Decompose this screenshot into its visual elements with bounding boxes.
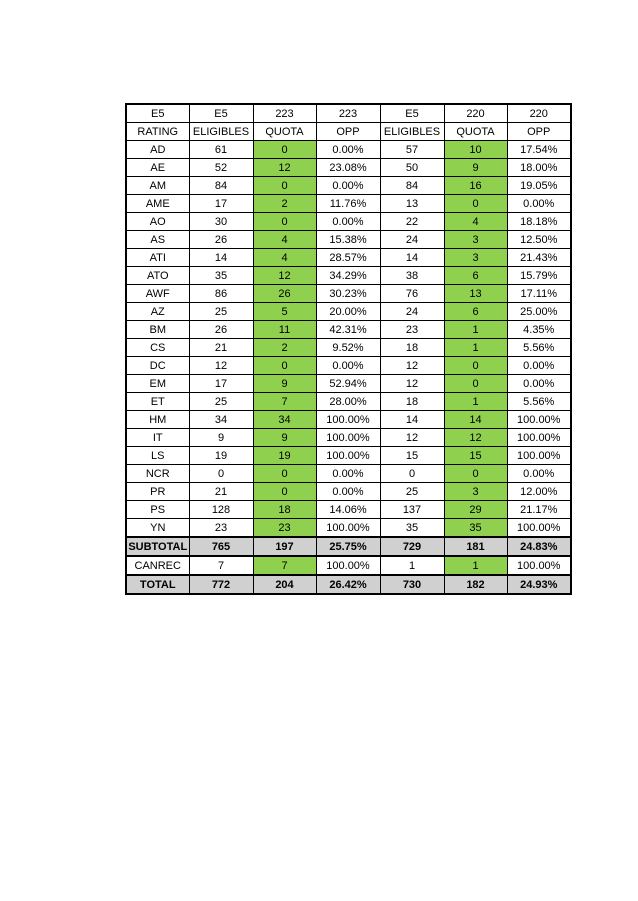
- table-row-quota-220-cell: 13: [444, 285, 507, 303]
- table-row-eligibles-220-cell: 14: [380, 249, 444, 267]
- table-row-quota-223-cell: 19: [253, 447, 316, 465]
- header-row-2-eligibles-223-cell: ELIGIBLES: [189, 123, 253, 141]
- table-row: [126, 375, 571, 393]
- table-row-quota-220-cell: 6: [444, 303, 507, 321]
- table-row: [126, 177, 571, 195]
- total-row: [126, 575, 571, 594]
- table-row-quota-220-cell: 3: [444, 483, 507, 501]
- table-row: [126, 231, 571, 249]
- subtotal-row-quota-220-cell: 181: [444, 537, 507, 556]
- table-row-eligibles-220-cell: 14: [380, 411, 444, 429]
- table-row-quota-220-cell: 15: [444, 447, 507, 465]
- table-row-rating-cell: BM: [126, 321, 189, 339]
- table-row-opp-220-cell: 0.00%: [507, 357, 571, 375]
- table-row-rating-cell: AD: [126, 141, 189, 159]
- header-row-1-quota-220-cell: 220: [444, 104, 507, 123]
- subtotal-row-rating-cell: SUBTOTAL: [126, 537, 189, 556]
- table-row-eligibles-220-cell: 0: [380, 465, 444, 483]
- header-row-1-quota-223-cell: 223: [253, 104, 316, 123]
- table-row-eligibles-223-cell: 35: [189, 267, 253, 285]
- table-row-quota-223-cell: 11: [253, 321, 316, 339]
- table-row-quota-220-cell: 35: [444, 519, 507, 538]
- table-row-quota-223-cell: 23: [253, 519, 316, 538]
- table-row-quota-223-cell: 4: [253, 249, 316, 267]
- total-row-opp-223-cell: 26.42%: [316, 575, 380, 594]
- table-row-opp-223-cell: 0.00%: [316, 213, 380, 231]
- table-row-rating-cell: DC: [126, 357, 189, 375]
- table-row-opp-223-cell: 0.00%: [316, 141, 380, 159]
- header-row-2: [126, 123, 571, 141]
- table-row-opp-223-cell: 42.31%: [316, 321, 380, 339]
- table-row-opp-223-cell: 52.94%: [316, 375, 380, 393]
- table-row-quota-220-cell: 9: [444, 159, 507, 177]
- table-row-eligibles-220-cell: 13: [380, 195, 444, 213]
- table-row-opp-220-cell: 21.43%: [507, 249, 571, 267]
- table-row-eligibles-223-cell: 84: [189, 177, 253, 195]
- total-row-quota-220-cell: 182: [444, 575, 507, 594]
- table-row-eligibles-220-cell: 76: [380, 285, 444, 303]
- canrec-row-quota-223-cell: 7: [253, 556, 316, 575]
- table-row-rating-cell: AE: [126, 159, 189, 177]
- table-row-rating-cell: EM: [126, 375, 189, 393]
- table-row-quota-220-cell: 1: [444, 393, 507, 411]
- table-row-opp-220-cell: 100.00%: [507, 519, 571, 538]
- table-row-eligibles-220-cell: 12: [380, 375, 444, 393]
- table-row-opp-223-cell: 100.00%: [316, 447, 380, 465]
- canrec-row-opp-223-cell: 100.00%: [316, 556, 380, 575]
- table-row-rating-cell: ET: [126, 393, 189, 411]
- table-row-quota-220-cell: 16: [444, 177, 507, 195]
- subtotal-row-eligibles-223-cell: 765: [189, 537, 253, 556]
- table-row-quota-223-cell: 0: [253, 213, 316, 231]
- table-row: [126, 159, 571, 177]
- table-row-eligibles-223-cell: 26: [189, 321, 253, 339]
- table-row-opp-220-cell: 4.35%: [507, 321, 571, 339]
- table-row: [126, 357, 571, 375]
- table-row-rating-cell: NCR: [126, 465, 189, 483]
- table-row: [126, 339, 571, 357]
- table-row-opp-223-cell: 23.08%: [316, 159, 380, 177]
- table-row-rating-cell: AM: [126, 177, 189, 195]
- table-row-opp-220-cell: 5.56%: [507, 393, 571, 411]
- table-row: [126, 321, 571, 339]
- table-row-opp-223-cell: 34.29%: [316, 267, 380, 285]
- table-row-eligibles-223-cell: 9: [189, 429, 253, 447]
- table-row-quota-220-cell: 3: [444, 231, 507, 249]
- table-row-opp-220-cell: 15.79%: [507, 267, 571, 285]
- table-row-eligibles-223-cell: 30: [189, 213, 253, 231]
- table-row-opp-220-cell: 17.54%: [507, 141, 571, 159]
- quota-table: [125, 103, 572, 595]
- table-row-opp-220-cell: 0.00%: [507, 465, 571, 483]
- table-row-opp-223-cell: 28.00%: [316, 393, 380, 411]
- table-row-quota-220-cell: 0: [444, 375, 507, 393]
- table-row-eligibles-220-cell: 15: [380, 447, 444, 465]
- table-row-eligibles-220-cell: 24: [380, 303, 444, 321]
- table-row-eligibles-220-cell: 137: [380, 501, 444, 519]
- table-row-quota-223-cell: 12: [253, 267, 316, 285]
- table-row-quota-223-cell: 9: [253, 429, 316, 447]
- canrec-row-eligibles-223-cell: 7: [189, 556, 253, 575]
- table-row-quota-223-cell: 0: [253, 465, 316, 483]
- table-row-eligibles-223-cell: 128: [189, 501, 253, 519]
- table-row-eligibles-223-cell: 23: [189, 519, 253, 538]
- table-row-eligibles-223-cell: 34: [189, 411, 253, 429]
- table-row: [126, 267, 571, 285]
- table-row: [126, 303, 571, 321]
- header-row-2-quota-220-cell: QUOTA: [444, 123, 507, 141]
- table-row-opp-220-cell: 100.00%: [507, 429, 571, 447]
- table-row-rating-cell: IT: [126, 429, 189, 447]
- table-row-opp-223-cell: 0.00%: [316, 483, 380, 501]
- table-row-quota-220-cell: 14: [444, 411, 507, 429]
- table-row-eligibles-223-cell: 17: [189, 375, 253, 393]
- table-row-opp-220-cell: 100.00%: [507, 411, 571, 429]
- table-row-opp-223-cell: 0.00%: [316, 357, 380, 375]
- table-row-eligibles-220-cell: 12: [380, 357, 444, 375]
- table-row-quota-223-cell: 34: [253, 411, 316, 429]
- table-row-eligibles-220-cell: 25: [380, 483, 444, 501]
- table-row-opp-223-cell: 28.57%: [316, 249, 380, 267]
- table-row-opp-223-cell: 100.00%: [316, 429, 380, 447]
- table-row-opp-223-cell: 9.52%: [316, 339, 380, 357]
- table-row-opp-220-cell: 18.18%: [507, 213, 571, 231]
- table-row-eligibles-223-cell: 21: [189, 339, 253, 357]
- table-row-quota-223-cell: 4: [253, 231, 316, 249]
- table-row-quota-220-cell: 1: [444, 321, 507, 339]
- table-row-rating-cell: AO: [126, 213, 189, 231]
- table-row-opp-223-cell: 0.00%: [316, 465, 380, 483]
- table-row-quota-223-cell: 5: [253, 303, 316, 321]
- subtotal-row-opp-220-cell: 24.83%: [507, 537, 571, 556]
- table-row-eligibles-220-cell: 22: [380, 213, 444, 231]
- table-row-opp-223-cell: 14.06%: [316, 501, 380, 519]
- table-row-opp-223-cell: 0.00%: [316, 177, 380, 195]
- table-row-quota-220-cell: 29: [444, 501, 507, 519]
- table-row: [126, 465, 571, 483]
- table-row-eligibles-223-cell: 25: [189, 393, 253, 411]
- table-row-eligibles-223-cell: 26: [189, 231, 253, 249]
- table-row-quota-220-cell: 10: [444, 141, 507, 159]
- table-row: [126, 213, 571, 231]
- table-row-eligibles-220-cell: 18: [380, 339, 444, 357]
- table-row: [126, 519, 571, 538]
- table-row-opp-223-cell: 30.23%: [316, 285, 380, 303]
- table-row-eligibles-223-cell: 21: [189, 483, 253, 501]
- subtotal-row-opp-223-cell: 25.75%: [316, 537, 380, 556]
- table-row-quota-220-cell: 12: [444, 429, 507, 447]
- table-row-quota-220-cell: 0: [444, 195, 507, 213]
- table-row-eligibles-223-cell: 19: [189, 447, 253, 465]
- subtotal-row-eligibles-220-cell: 729: [380, 537, 444, 556]
- table-row: [126, 429, 571, 447]
- table-row: [126, 195, 571, 213]
- header-row-2-eligibles-220-cell: ELIGIBLES: [380, 123, 444, 141]
- table-row-quota-223-cell: 2: [253, 339, 316, 357]
- table-row-opp-220-cell: 21.17%: [507, 501, 571, 519]
- table-row-eligibles-223-cell: 86: [189, 285, 253, 303]
- table-row-rating-cell: AS: [126, 231, 189, 249]
- table-row-eligibles-220-cell: 24: [380, 231, 444, 249]
- table-row-quota-223-cell: 9: [253, 375, 316, 393]
- table-row-eligibles-223-cell: 0: [189, 465, 253, 483]
- table-row-rating-cell: CS: [126, 339, 189, 357]
- table-row-quota-220-cell: 0: [444, 465, 507, 483]
- table-row-opp-220-cell: 12.00%: [507, 483, 571, 501]
- table-row-eligibles-220-cell: 84: [380, 177, 444, 195]
- table-row-opp-220-cell: 0.00%: [507, 195, 571, 213]
- table-row-rating-cell: YN: [126, 519, 189, 538]
- table-row: [126, 483, 571, 501]
- table-row-eligibles-223-cell: 12: [189, 357, 253, 375]
- table-row-quota-223-cell: 0: [253, 141, 316, 159]
- header-row-1-eligibles-220-cell: E5: [380, 104, 444, 123]
- table-row-eligibles-220-cell: 50: [380, 159, 444, 177]
- table-row-quota-223-cell: 0: [253, 177, 316, 195]
- header-row-1-opp-223-cell: 223: [316, 104, 380, 123]
- table-row: [126, 501, 571, 519]
- table-row-opp-223-cell: 11.76%: [316, 195, 380, 213]
- table-row-eligibles-223-cell: 61: [189, 141, 253, 159]
- table-row-opp-223-cell: 20.00%: [316, 303, 380, 321]
- table-row-opp-220-cell: 12.50%: [507, 231, 571, 249]
- table-row-eligibles-220-cell: 38: [380, 267, 444, 285]
- table-row-eligibles-223-cell: 25: [189, 303, 253, 321]
- table-row-opp-220-cell: 0.00%: [507, 375, 571, 393]
- subtotal-row-quota-223-cell: 197: [253, 537, 316, 556]
- table-row-opp-223-cell: 15.38%: [316, 231, 380, 249]
- header-row-1-opp-220-cell: 220: [507, 104, 571, 123]
- header-row-2-rating-cell: RATING: [126, 123, 189, 141]
- table-row-quota-220-cell: 4: [444, 213, 507, 231]
- table-row-opp-223-cell: 100.00%: [316, 411, 380, 429]
- table-row-eligibles-220-cell: 35: [380, 519, 444, 538]
- table-row: [126, 447, 571, 465]
- table-row-rating-cell: AZ: [126, 303, 189, 321]
- table-row-eligibles-220-cell: 12: [380, 429, 444, 447]
- table-row-opp-220-cell: 25.00%: [507, 303, 571, 321]
- table-row-opp-223-cell: 100.00%: [316, 519, 380, 538]
- table-row-quota-223-cell: 7: [253, 393, 316, 411]
- table-row-eligibles-220-cell: 57: [380, 141, 444, 159]
- table-row-quota-223-cell: 18: [253, 501, 316, 519]
- total-row-rating-cell: TOTAL: [126, 575, 189, 594]
- table-row-eligibles-223-cell: 14: [189, 249, 253, 267]
- canrec-row-quota-220-cell: 1: [444, 556, 507, 575]
- header-row-2-opp-220-cell: OPP: [507, 123, 571, 141]
- header-row-1-eligibles-223-cell: E5: [189, 104, 253, 123]
- table-row-quota-220-cell: 6: [444, 267, 507, 285]
- total-row-eligibles-223-cell: 772: [189, 575, 253, 594]
- table-row-eligibles-220-cell: 18: [380, 393, 444, 411]
- table-row-eligibles-223-cell: 17: [189, 195, 253, 213]
- table-row: [126, 411, 571, 429]
- table-row-opp-220-cell: 18.00%: [507, 159, 571, 177]
- table-row-opp-220-cell: 19.05%: [507, 177, 571, 195]
- header-row-1: [126, 104, 571, 123]
- table-row: [126, 141, 571, 159]
- table-row-quota-220-cell: 0: [444, 357, 507, 375]
- table-row-rating-cell: AME: [126, 195, 189, 213]
- table-row-quota-220-cell: 1: [444, 339, 507, 357]
- header-row-1-rating-cell: E5: [126, 104, 189, 123]
- total-row-eligibles-220-cell: 730: [380, 575, 444, 594]
- table-row: [126, 285, 571, 303]
- canrec-row-rating-cell: CANREC: [126, 556, 189, 575]
- table-row: [126, 393, 571, 411]
- table-row: [126, 249, 571, 267]
- header-row-2-quota-223-cell: QUOTA: [253, 123, 316, 141]
- table-row-quota-223-cell: 0: [253, 357, 316, 375]
- table-row-rating-cell: ATO: [126, 267, 189, 285]
- canrec-row: [126, 556, 571, 575]
- table-row-eligibles-223-cell: 52: [189, 159, 253, 177]
- table-row-rating-cell: ATI: [126, 249, 189, 267]
- table-row-rating-cell: AWF: [126, 285, 189, 303]
- table-row-opp-220-cell: 100.00%: [507, 447, 571, 465]
- table-row-rating-cell: PS: [126, 501, 189, 519]
- table-row-quota-223-cell: 26: [253, 285, 316, 303]
- table-row-opp-220-cell: 17.11%: [507, 285, 571, 303]
- table-row-quota-220-cell: 3: [444, 249, 507, 267]
- header-row-2-opp-223-cell: OPP: [316, 123, 380, 141]
- total-row-opp-220-cell: 24.93%: [507, 575, 571, 594]
- table-row-eligibles-220-cell: 23: [380, 321, 444, 339]
- canrec-row-eligibles-220-cell: 1: [380, 556, 444, 575]
- subtotal-row: [126, 537, 571, 556]
- table-row-opp-220-cell: 5.56%: [507, 339, 571, 357]
- canrec-row-opp-220-cell: 100.00%: [507, 556, 571, 575]
- table-row-rating-cell: HM: [126, 411, 189, 429]
- table-row-quota-223-cell: 2: [253, 195, 316, 213]
- table-row-rating-cell: LS: [126, 447, 189, 465]
- total-row-quota-223-cell: 204: [253, 575, 316, 594]
- table-row-quota-223-cell: 0: [253, 483, 316, 501]
- table-row-quota-223-cell: 12: [253, 159, 316, 177]
- table-row-rating-cell: PR: [126, 483, 189, 501]
